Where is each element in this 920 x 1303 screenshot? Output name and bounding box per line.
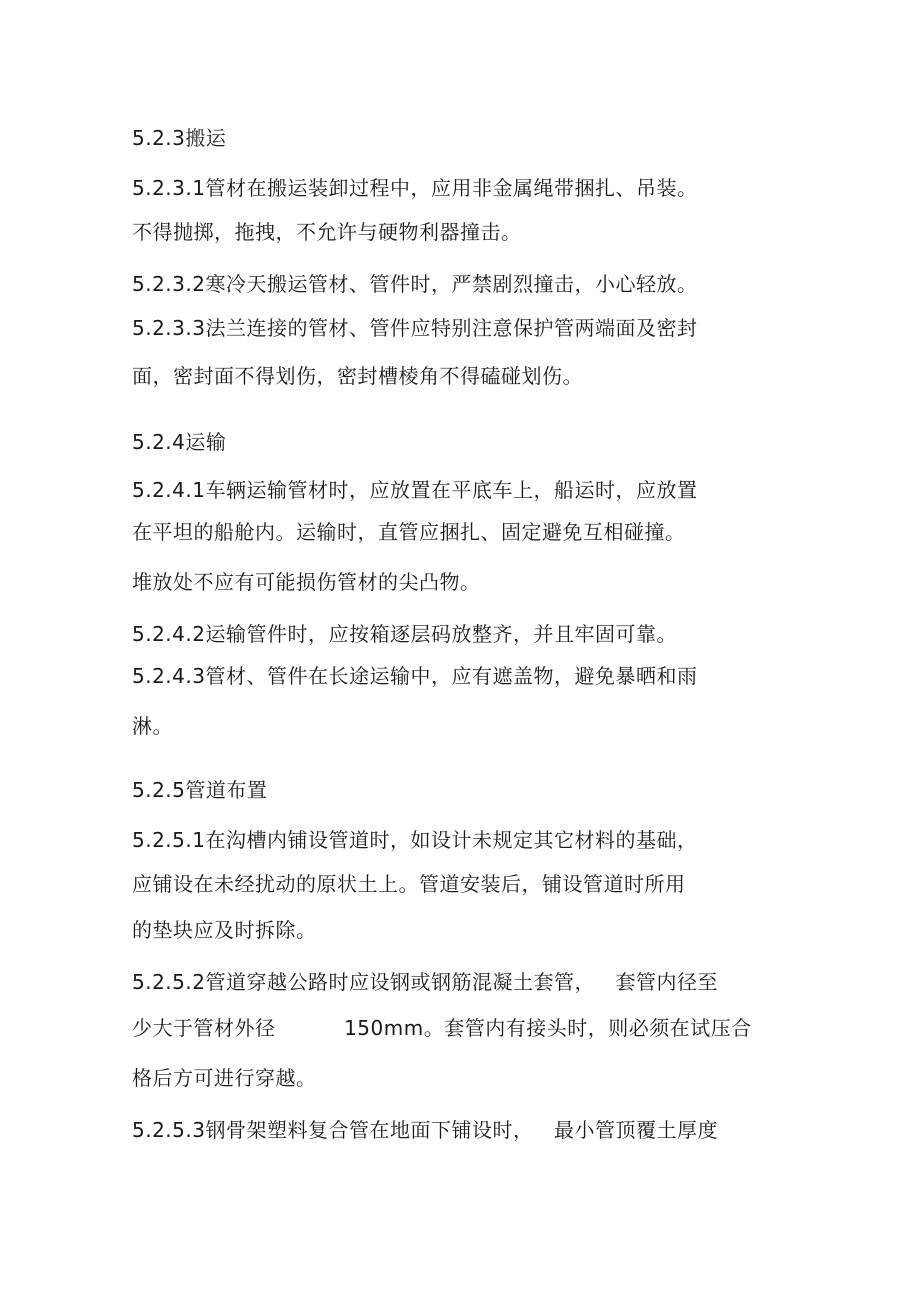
paragraph-line: 少大于管材外径 150mm。套管内有接头时，则必须在试压合 bbox=[132, 1016, 752, 1040]
section-heading-5-2-4: 5.2.4运输 bbox=[132, 430, 227, 454]
paragraph-line: 面，密封面不得划伤，密封槽棱角不得磕碰划伤。 bbox=[132, 364, 583, 388]
paragraph-line: 5.2.4.1车辆运输管材时，应放置在平底车上，船运时，应放置 bbox=[132, 478, 698, 502]
paragraph-line: 的垫块应及时拆除。 bbox=[132, 918, 317, 942]
paragraph-line: 在平坦的船舱内。运输时，直管应捆扎、固定避免互相碰撞。 bbox=[132, 520, 686, 544]
paragraph-line: 不得抛掷，拖拽，不允许与硬物利器撞击。 bbox=[132, 220, 522, 244]
paragraph-line: 格后方可进行穿越。 bbox=[132, 1066, 317, 1090]
paragraph-line: 5.2.3.1管材在搬运装卸过程中，应用非金属绳带捆扎、吊装。 bbox=[132, 176, 698, 200]
paragraph-line: 5.2.4.3管材、管件在长途运输中，应有遮盖物，避免暴晒和雨 bbox=[132, 664, 698, 688]
paragraph-line: 5.2.3.3法兰连接的管材、管件应特别注意保护管两端面及密封 bbox=[132, 316, 698, 340]
paragraph-line: 应铺设在未经扰动的原状土上。管道安装后，铺设管道时所用 bbox=[132, 872, 686, 896]
paragraph-line: 5.2.5.1在沟槽内铺设管道时，如设计未规定其它材料的基础， bbox=[132, 828, 698, 852]
paragraph-line: 5.2.5.2管道穿越公路时应设钢或钢筋混凝土套管， 套管内径至 bbox=[132, 970, 719, 994]
paragraph-line: 堆放处不应有可能损伤管材的尖凸物。 bbox=[132, 570, 481, 594]
section-heading-5-2-5: 5.2.5管道布置 bbox=[132, 778, 268, 802]
paragraph-line: 5.2.5.3钢骨架塑料复合管在地面下铺设时， 最小管顶覆土厚度 bbox=[132, 1118, 719, 1142]
paragraph-line: 淋。 bbox=[132, 714, 173, 738]
paragraph-line: 5.2.3.2寒冷天搬运管材、管件时，严禁剧烈撞击，小心轻放。 bbox=[132, 272, 698, 296]
paragraph-line: 5.2.4.2运输管件时，应按箱逐层码放整齐，并且牢固可靠。 bbox=[132, 622, 677, 646]
section-heading-5-2-3: 5.2.3搬运 bbox=[132, 126, 227, 150]
